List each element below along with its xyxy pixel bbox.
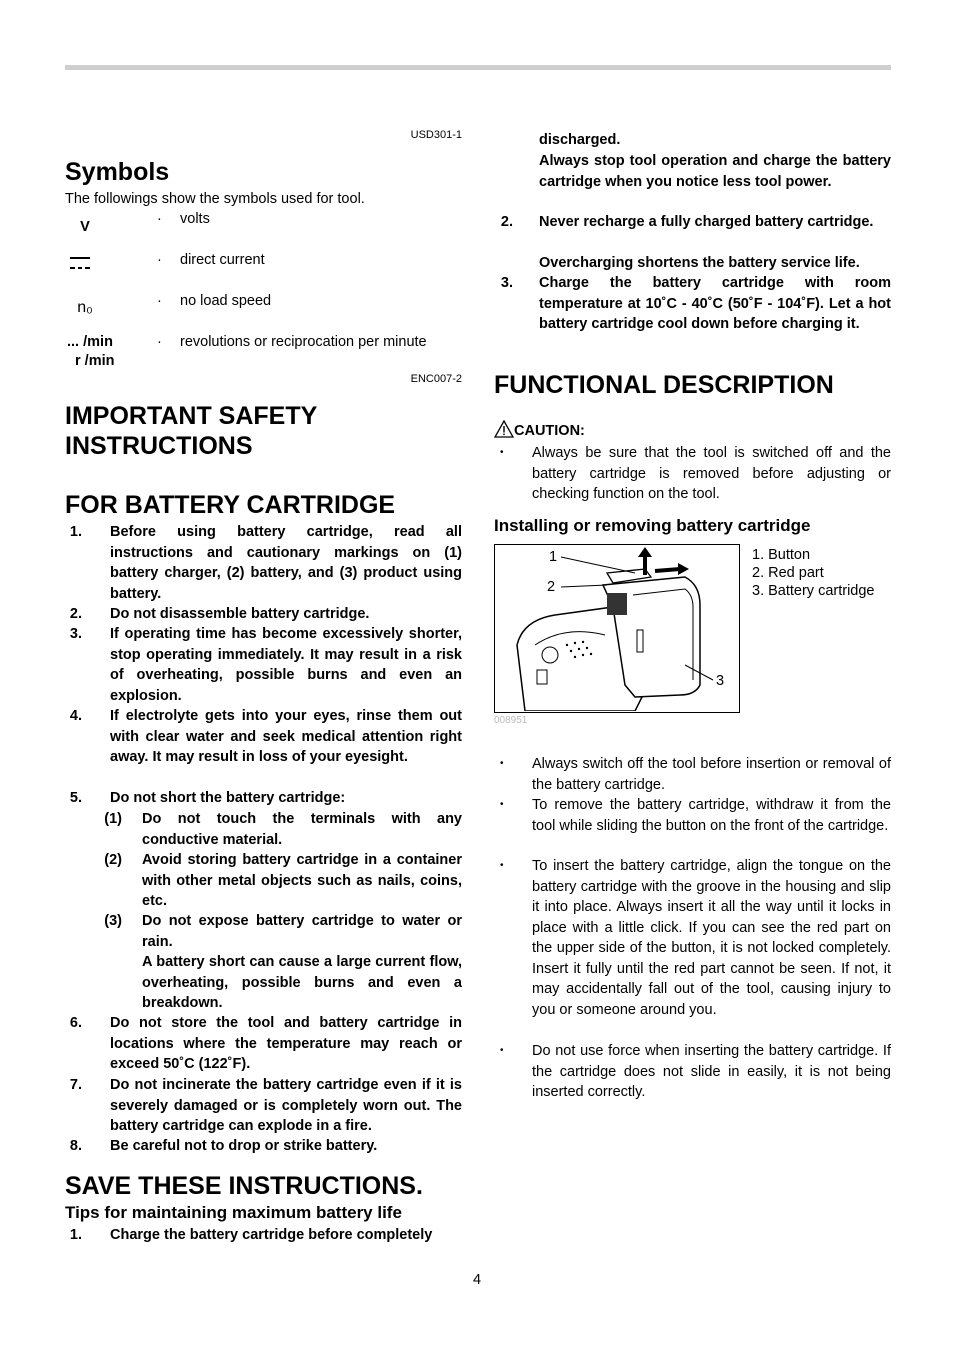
tips-heading: Tips for maintaining maximum battery life bbox=[65, 1203, 402, 1222]
page-number: 4 bbox=[472, 1272, 482, 1288]
save-heading: SAVE THESE INSTRUCTIONS. bbox=[65, 1172, 423, 1200]
battery-illustration bbox=[495, 545, 738, 711]
doc-code: USD301-1 bbox=[410, 129, 462, 141]
battery-heading: FOR BATTERY CARTRIDGE bbox=[65, 491, 396, 519]
safety-heading-1: IMPORTANT SAFETY bbox=[65, 402, 318, 430]
figure-code: 008951 bbox=[494, 715, 528, 726]
symbol-label: direct current bbox=[180, 252, 265, 268]
caution-label: CAUTION: bbox=[514, 423, 585, 439]
volt-symbol: V bbox=[80, 219, 90, 235]
install-heading: Installing or removing battery cartridge bbox=[494, 516, 811, 535]
rpm-symbol: ... /min bbox=[67, 334, 113, 350]
legend-item: 3. Battery cartridge bbox=[752, 583, 875, 599]
symbol-label: revolutions or reciprocation per minute bbox=[180, 334, 427, 350]
functional-heading: FUNCTIONAL DESCRIPTION bbox=[494, 371, 834, 399]
symbol-label: volts bbox=[180, 211, 210, 227]
doc-code: ENC007-2 bbox=[410, 373, 462, 385]
callout-3: 3 bbox=[716, 673, 725, 689]
battery-figure bbox=[494, 544, 740, 713]
symbol-row bbox=[65, 211, 462, 251]
symbol-dot: · bbox=[157, 334, 162, 350]
symbols-heading: Symbols bbox=[65, 158, 170, 186]
header-rule bbox=[65, 65, 891, 70]
warning-triangle-icon bbox=[494, 420, 514, 438]
callout-2: 2 bbox=[547, 579, 556, 595]
symbol-row bbox=[65, 334, 462, 374]
rpm-symbol-2: r /min bbox=[75, 353, 115, 369]
symbol-dot: · bbox=[157, 293, 162, 309]
symbol-row bbox=[65, 293, 462, 333]
figure-legend bbox=[752, 546, 875, 600]
symbol-dot: · bbox=[157, 252, 162, 268]
symbol-dot: · bbox=[157, 211, 162, 227]
symbol-label: no load speed bbox=[180, 293, 272, 309]
symbol-row bbox=[65, 252, 462, 292]
legend-item: 2. Red part bbox=[752, 565, 824, 581]
callout-1: 1 bbox=[549, 549, 558, 565]
symbols-intro: The followings show the symbols used for tool. bbox=[65, 191, 365, 207]
direct-current-icon bbox=[70, 257, 90, 271]
no-load-speed-symbol: n₀ bbox=[77, 299, 93, 316]
legend-item: 1. Button bbox=[752, 547, 811, 563]
safety-heading-2: INSTRUCTIONS bbox=[65, 432, 253, 460]
